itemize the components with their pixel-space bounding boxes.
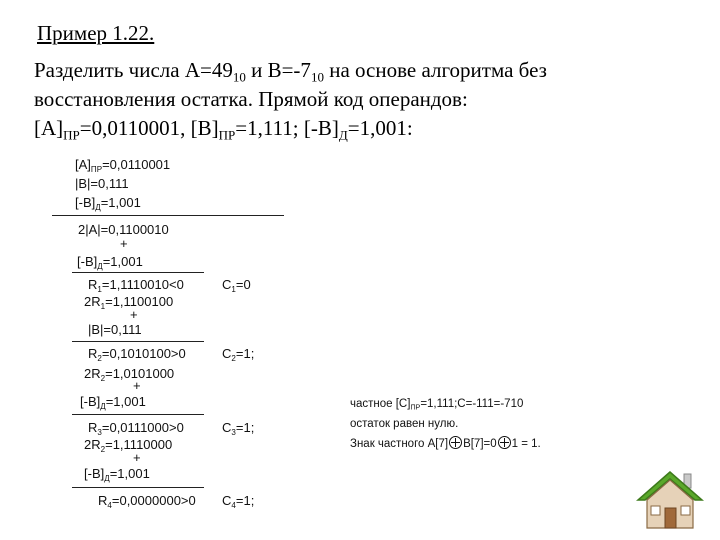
operand-negb-value: =1,001: bbox=[347, 116, 413, 140]
r4-value: =0,0000000>0 bbox=[111, 493, 196, 508]
two-r3-label: 2R bbox=[84, 437, 101, 452]
c2-index: 2 bbox=[231, 353, 236, 363]
r2-label: R bbox=[88, 346, 98, 361]
task-a-value: Разделить числа A=49 bbox=[34, 58, 233, 82]
work-negb-code: Д bbox=[95, 202, 101, 212]
work-negb-code: Д bbox=[97, 261, 103, 271]
work-c1 bbox=[222, 277, 251, 292]
two-r1-index: 1 bbox=[100, 301, 106, 311]
work-b-abs-2: |B|=0,111 bbox=[88, 322, 142, 337]
task-b-base: 10 bbox=[310, 69, 324, 85]
r1-value: =1,1110010<0 bbox=[101, 277, 184, 292]
work-r1 bbox=[88, 277, 184, 292]
operand-a-value: =0,0110001, [B] bbox=[79, 116, 219, 140]
task-line-1 bbox=[34, 56, 547, 85]
operand-negb-code: Д bbox=[338, 127, 348, 143]
two-r2-value: =1,0101000 bbox=[105, 366, 175, 381]
work-r3 bbox=[88, 420, 184, 435]
work-c4 bbox=[222, 493, 254, 508]
r3-label: R bbox=[88, 420, 98, 435]
work-c3 bbox=[222, 420, 254, 435]
divider bbox=[72, 341, 204, 342]
c2-label: C bbox=[222, 346, 232, 361]
operand-a-label: [A] bbox=[34, 116, 64, 140]
task-line-3 bbox=[34, 114, 413, 143]
r3-index: 3 bbox=[97, 427, 102, 437]
r1-label: R bbox=[88, 277, 98, 292]
sign-result: 1 = 1. bbox=[511, 438, 541, 450]
work-negb-code: Д bbox=[100, 401, 106, 411]
work-negb-value: =1,001 bbox=[109, 466, 150, 481]
r4-index: 4 bbox=[107, 500, 112, 510]
work-a bbox=[75, 157, 170, 172]
work-r2 bbox=[88, 346, 186, 361]
two-r1-label: 2R bbox=[84, 294, 101, 309]
quotient-note bbox=[350, 398, 523, 410]
work-c2 bbox=[222, 346, 254, 361]
work-negb-value: =1,001 bbox=[105, 394, 146, 409]
divider-main bbox=[52, 215, 284, 216]
r4-label: R bbox=[98, 493, 108, 508]
work-2r2 bbox=[84, 366, 174, 381]
home-icon[interactable] bbox=[636, 470, 704, 530]
work-negb-label: [-B] bbox=[80, 394, 101, 409]
work-b-abs: |B|=0,111 bbox=[75, 176, 129, 191]
r3-value: =0,0111000>0 bbox=[101, 420, 184, 435]
c1-label: C bbox=[222, 277, 232, 292]
xor-icon bbox=[498, 436, 511, 449]
task-line1-rest: на основе алгоритма без bbox=[323, 58, 547, 82]
work-negb-value: =1,001 bbox=[102, 254, 143, 269]
c3-label: C bbox=[222, 420, 232, 435]
c3-index: 3 bbox=[231, 427, 236, 437]
work-2r3 bbox=[84, 437, 172, 452]
plus-sign: + bbox=[133, 450, 141, 465]
work-negb-value: =1,001 bbox=[100, 195, 141, 210]
plus-sign: + bbox=[120, 236, 128, 251]
two-r3-index: 2 bbox=[100, 444, 106, 454]
c3-value: =1; bbox=[235, 420, 255, 435]
task-b-value: и B=-7 bbox=[245, 58, 311, 82]
c4-value: =1; bbox=[235, 493, 255, 508]
c4-label: C bbox=[222, 493, 232, 508]
work-step-2a: 2|A|=0,1100010 bbox=[78, 222, 169, 237]
r2-value: =0,1010100>0 bbox=[101, 346, 186, 361]
work-negb-3 bbox=[80, 394, 146, 409]
remainder-note: остаток равен нулю. bbox=[350, 418, 459, 430]
divider bbox=[72, 487, 204, 488]
divider bbox=[72, 272, 204, 273]
work-negb-4 bbox=[84, 466, 150, 481]
work-negb bbox=[75, 195, 141, 210]
xor-icon bbox=[449, 436, 462, 449]
operand-b-value: =1,111; [-B] bbox=[235, 116, 339, 140]
quotient-label: частное [C] bbox=[350, 398, 411, 410]
plus-sign: + bbox=[133, 378, 141, 393]
task-a-base: 10 bbox=[232, 69, 246, 85]
two-r3-value: =1,1110000 bbox=[105, 437, 173, 452]
work-negb-code: Д bbox=[104, 473, 110, 483]
work-negb-label: [-B] bbox=[75, 195, 96, 210]
work-negb-label: [-B] bbox=[84, 466, 105, 481]
two-r2-index: 2 bbox=[100, 373, 106, 383]
task-line-2: восстановления остатка. Прямой код операндов: bbox=[34, 87, 468, 111]
work-a-label: [A] bbox=[75, 157, 91, 172]
operand-b-code: ПР bbox=[218, 127, 236, 143]
c2-value: =1; bbox=[235, 346, 255, 361]
quotient-value: =1,111;C=-111=-710 bbox=[420, 398, 524, 410]
quotient-code: ПР bbox=[410, 403, 421, 412]
c4-index: 4 bbox=[231, 500, 236, 510]
plus-sign: + bbox=[130, 307, 138, 322]
divider bbox=[72, 414, 204, 415]
operand-a-code: ПР bbox=[63, 127, 80, 143]
sign-note bbox=[350, 436, 541, 450]
r1-index: 1 bbox=[97, 284, 102, 294]
sign-a: Знак частного A[7] bbox=[350, 438, 449, 450]
work-negb-label: [-B] bbox=[77, 254, 98, 269]
page-title: Пример 1.22. bbox=[37, 21, 155, 45]
sign-b: B[7]=0 bbox=[463, 438, 497, 450]
work-a-code: ПР bbox=[90, 164, 103, 174]
c1-index: 1 bbox=[231, 284, 236, 294]
work-negb-2 bbox=[77, 254, 143, 269]
work-a-value: =0,0110001 bbox=[102, 157, 171, 172]
work-r4 bbox=[98, 493, 196, 508]
work-2r1 bbox=[84, 294, 173, 309]
two-r2-label: 2R bbox=[84, 366, 101, 381]
r2-index: 2 bbox=[97, 353, 102, 363]
c1-value: =0 bbox=[235, 277, 251, 292]
two-r1-value: =1,1100100 bbox=[105, 294, 174, 309]
